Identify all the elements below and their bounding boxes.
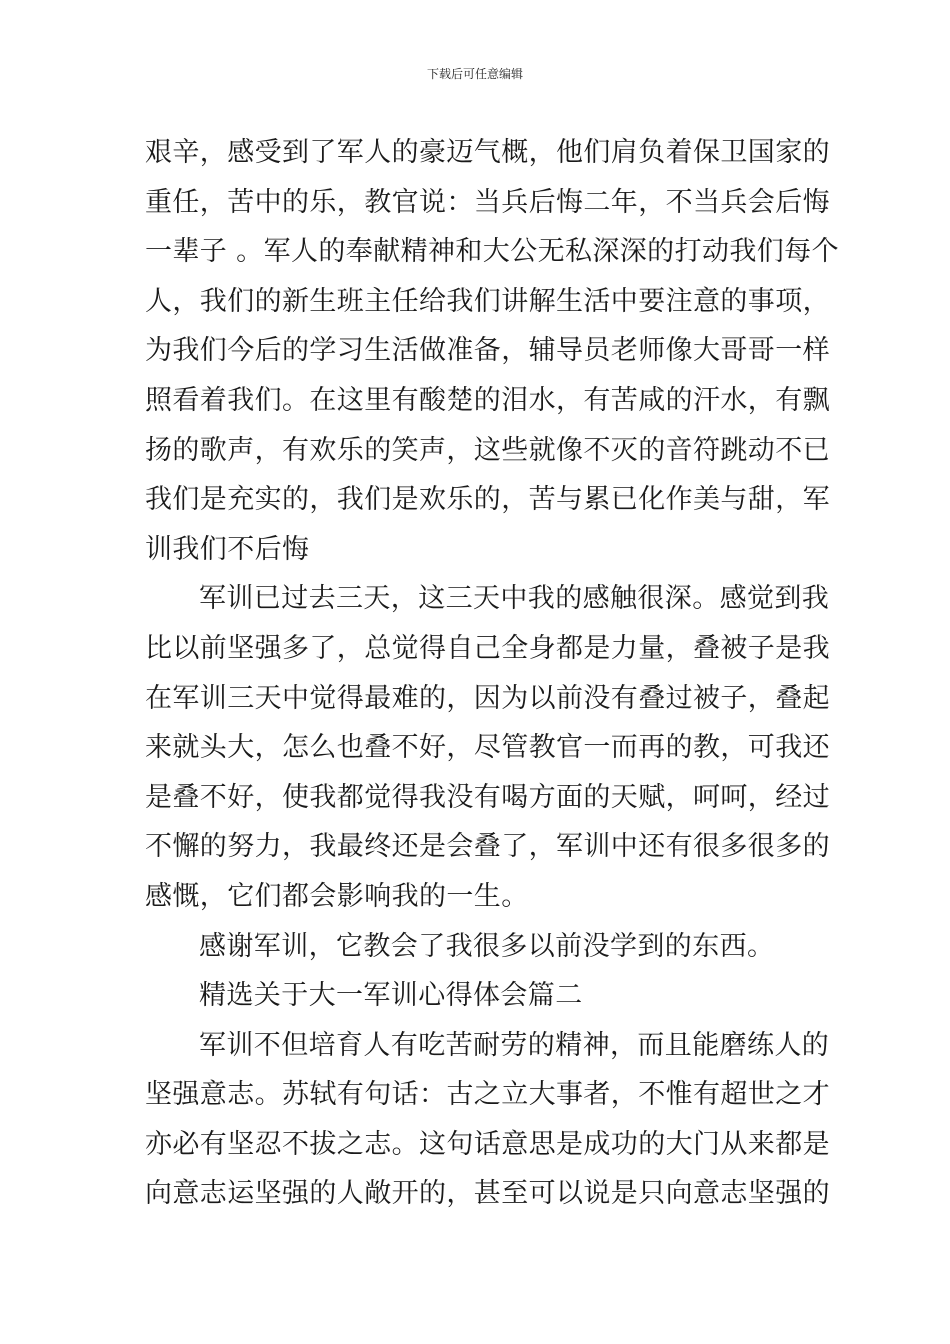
paragraph-first-line: 感谢军训，它教会了我很多以前没学到的东西。 xyxy=(199,930,775,962)
section-heading: 精选关于大一军训心得体会篇二 xyxy=(199,980,583,1012)
text-line: 扬的歌声，有欢乐的笑声，这些就像不灭的音符跳动不已 xyxy=(145,434,830,466)
paragraph-first-line: 军训已过去三天，这三天中我的感触很深。感觉到我 xyxy=(199,583,830,615)
text-line: 来就头大，怎么也叠不好，尽管教官一而再的教，可我还 xyxy=(145,732,830,764)
text-line: 向意志运坚强的人敞开的，甚至可以说是只向意志坚强的 xyxy=(145,1178,830,1210)
text-line: 训我们不后悔 xyxy=(145,533,310,565)
text-line: 照看着我们。在这里有酸楚的泪水，有苦咸的汗水，有飘 xyxy=(145,384,830,416)
text-line: 我们是充实的，我们是欢乐的，苦与累已化作美与甜，军 xyxy=(145,484,830,516)
page-header: 下载后可任意编辑 xyxy=(426,67,523,81)
text-line: 是叠不好，使我都觉得我没有喝方面的天赋，呵呵，经过 xyxy=(145,781,830,813)
text-line: 坚强意志。苏轼有句话：古之立大事者，不惟有超世之才 xyxy=(145,1079,830,1111)
text-line: 一辈子 。军人的奉献精神和大公无私深深的打动我们每个 xyxy=(145,236,839,268)
document-body xyxy=(145,128,839,1219)
text-line: 重任，苦中的乐，教官说：当兵后悔二年，不当兵会后悔 xyxy=(145,186,830,218)
text-line: 为我们今后的学习生活做准备，辅导员老师像大哥哥一样 xyxy=(145,335,830,367)
text-line: 不懈的努力，我最终还是会叠了，军训中还有很多很多的 xyxy=(145,831,830,863)
text-line: 亦必有坚忍不拔之志。这句话意思是成功的大门从来都是 xyxy=(145,1128,830,1160)
paragraph-first-line: 军训不但培育人有吃苦耐劳的精神，而且能磨练人的 xyxy=(199,1029,830,1061)
text-line: 人，我们的新生班主任给我们讲解生活中要注意的事项， xyxy=(145,285,830,317)
text-line: 比以前坚强多了，总觉得自己全身都是力量，叠被子是我 xyxy=(145,632,830,664)
text-line: 艰辛，感受到了军人的豪迈气概，他们肩负着保卫国家的 xyxy=(145,137,830,168)
text-line: 感慨，它们都会影响我的一生。 xyxy=(145,880,529,912)
text-line: 在军训三天中觉得最难的，因为以前没有叠过被子，叠起 xyxy=(145,682,830,714)
